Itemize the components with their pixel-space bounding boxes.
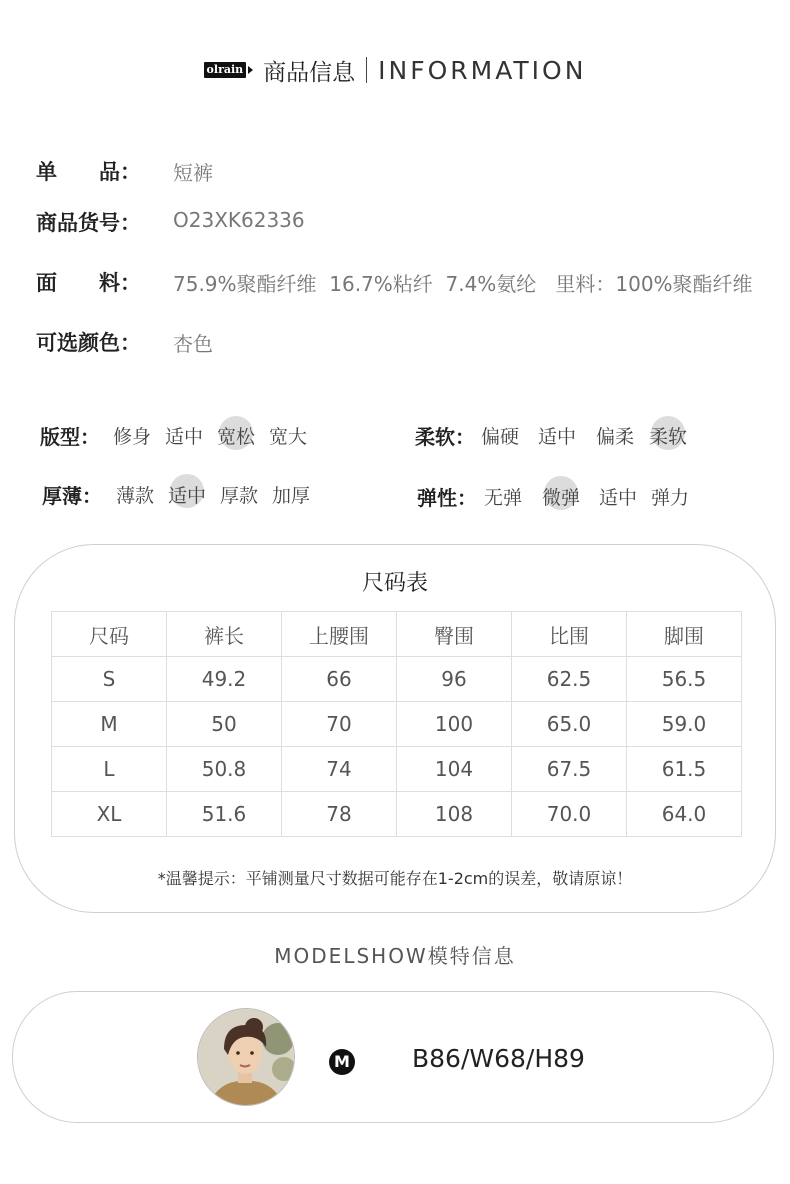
fit-label: 版型： (40, 425, 100, 449)
softness-option: 偏硬 (481, 426, 520, 448)
thickness-option: 加厚 (272, 485, 311, 507)
elasticity-option: 无弹 (484, 487, 523, 509)
table-cell: 49.2 (167, 657, 282, 702)
table-header-cell: 脚围 (627, 612, 742, 657)
fit-option: 修身 (113, 426, 152, 448)
play-icon (248, 66, 253, 74)
table-cell: 65.0 (512, 702, 627, 747)
fit-option: 宽大 (269, 426, 308, 448)
fabric-label: 面 料： (36, 271, 141, 295)
table-cell: 59.0 (627, 702, 742, 747)
size-chart-title: 尺码表 (361, 571, 428, 596)
header-title-en: INFORMATION (378, 55, 587, 85)
model-portrait-image (198, 1009, 294, 1105)
table-cell: 108 (397, 792, 512, 837)
table-cell: 62.5 (512, 657, 627, 702)
table-cell: 50.8 (167, 747, 282, 792)
model-size-badge: M (329, 1049, 355, 1075)
softness-label: 柔软： (415, 425, 475, 449)
table-cell: 104 (397, 747, 512, 792)
softness-option-selected: 柔软 (649, 426, 688, 448)
section-header (0, 50, 790, 90)
table-cell: 70 (282, 702, 397, 747)
table-cell: 64.0 (627, 792, 742, 837)
table-row (52, 792, 742, 837)
table-cell: S (52, 657, 167, 702)
table-row (52, 702, 742, 747)
table-header-row (52, 612, 742, 657)
table-cell: 74 (282, 747, 397, 792)
table-cell: 96 (397, 657, 512, 702)
fit-option-selected: 宽松 (217, 426, 256, 448)
header-title-cn: 商品信息 (263, 59, 356, 86)
table-cell: 51.6 (167, 792, 282, 837)
table-header-cell: 尺码 (52, 612, 167, 657)
table-row (52, 657, 742, 702)
elasticity-label: 弹性： (417, 486, 477, 510)
table-cell: 78 (282, 792, 397, 837)
model-card (12, 991, 774, 1123)
table-row (52, 747, 742, 792)
table-header-cell: 上腰围 (282, 612, 397, 657)
size-chart-note: *温馨提示：平铺测量尺寸数据可能存在1-2cm的误差，敬请原谅！ (157, 869, 633, 888)
thickness-option: 厚款 (220, 485, 259, 507)
table-cell: 66 (282, 657, 397, 702)
table-cell: XL (52, 792, 167, 837)
brand-logo-text: olrain (204, 62, 247, 78)
table-header-cell: 臀围 (397, 612, 512, 657)
table-cell: 100 (397, 702, 512, 747)
color-value: 杏色 (173, 332, 213, 356)
table-cell: L (52, 747, 167, 792)
fabric-value: 75.9%聚酯纤维 16.7%粘纤 7.4%氨纶 里料：100%聚酯纤维 (173, 272, 753, 296)
model-avatar (197, 1008, 295, 1106)
softness-option: 偏柔 (596, 426, 635, 448)
table-cell: 70.0 (512, 792, 627, 837)
table-cell: M (52, 702, 167, 747)
softness-option: 适中 (538, 426, 577, 448)
thickness-option-selected: 适中 (168, 485, 207, 507)
fit-option: 适中 (165, 426, 204, 448)
table-cell: 56.5 (627, 657, 742, 702)
code-value: O23XK62336 (173, 208, 305, 232)
table-header-cell: 裤长 (167, 612, 282, 657)
color-label: 可选颜色： (36, 331, 141, 355)
brand-logo (204, 62, 254, 78)
table-header-cell: 比围 (512, 612, 627, 657)
model-section-title: MODELSHOW模特信息 (274, 944, 516, 968)
model-measurements: B86/W68/H89 (412, 1044, 585, 1073)
thickness-option: 薄款 (116, 485, 155, 507)
code-label: 商品货号： (36, 211, 141, 235)
item-label: 单 品： (36, 160, 141, 184)
item-value: 短裤 (173, 161, 213, 185)
table-cell: 67.5 (512, 747, 627, 792)
table-cell: 61.5 (627, 747, 742, 792)
elasticity-option: 弹力 (651, 487, 690, 509)
elasticity-option: 适中 (599, 487, 638, 509)
header-divider (366, 57, 367, 83)
thickness-label: 厚薄： (42, 484, 102, 508)
elasticity-option-selected: 微弹 (542, 487, 581, 509)
size-chart-table (51, 611, 742, 837)
table-cell: 50 (167, 702, 282, 747)
